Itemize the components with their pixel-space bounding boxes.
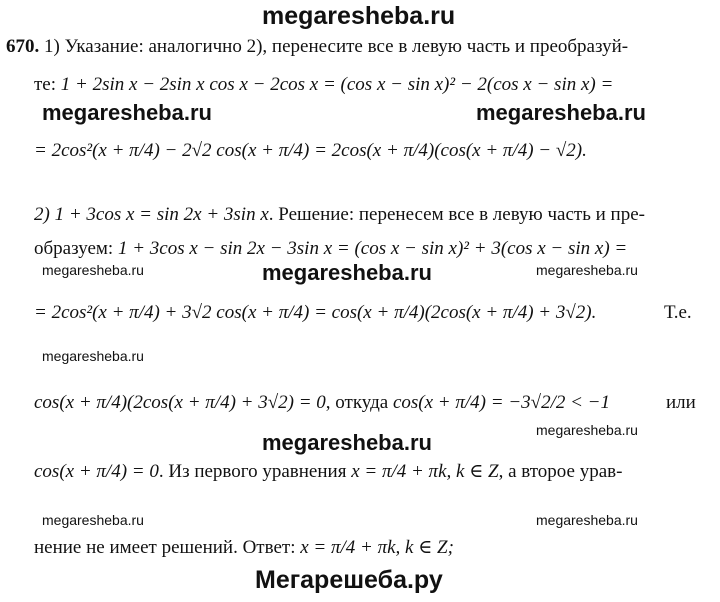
part2-line6-text: нение не имеет решений. Ответ: — [34, 537, 296, 558]
part2-line5-math: cos(x + π/4) = 0 — [34, 461, 159, 482]
part2-line4-text: , откуда — [325, 392, 389, 413]
inline-watermark-7: megaresheba.ru — [262, 430, 432, 455]
part2-line3-math: = 2cos²(x + π/4) + 3√2 cos(x + π/4) = cos(x + π/4)(2cos(x + π/4) + 3√2). — [34, 302, 597, 323]
part2-line5-text: . Из первого уравнения — [158, 461, 347, 482]
inline-watermark-10: megaresheba.ru — [536, 512, 638, 528]
part2-line-1 — [34, 204, 645, 226]
part2-line6-math: x = π/4 + πk, k ∈ Z; — [300, 537, 454, 558]
problem-line-1 — [6, 36, 628, 58]
part2-line-3 — [34, 302, 596, 324]
part2-line4-tail: или — [666, 392, 696, 413]
inline-watermark-9: megaresheba.ru — [42, 512, 144, 528]
header-watermark: megaresheba.ru — [262, 2, 456, 30]
part2-line1-math: 2) 1 + 3cos x = sin 2x + 3sin x — [34, 204, 269, 225]
footer-watermark: Мегарешеба.ру — [255, 566, 443, 594]
inline-watermark-5: megaresheba.ru — [536, 262, 638, 278]
inline-watermark-3: megaresheba.ru — [42, 262, 144, 278]
part2-line5-tail: , а второе урав- — [498, 461, 623, 482]
inline-watermark-2: megaresheba.ru — [476, 100, 646, 125]
part2-line4-math2: cos(x + π/4) = −3√2/2 < −1 — [392, 392, 610, 413]
part2-line1-text: . Решение: перенесем все в левую часть и пре- — [268, 204, 645, 225]
inline-watermark-4: megaresheba.ru — [262, 260, 432, 285]
inline-watermark-8: megaresheba.ru — [536, 422, 638, 438]
part1-line2-prefix: те: — [34, 74, 57, 95]
part2-line3-tail: Т.е. — [664, 302, 692, 323]
part2-line5-math2: x = π/4 + πk, k ∈ Z — [351, 461, 499, 482]
part2-line-5 — [34, 460, 622, 483]
part2-line-4 — [34, 392, 610, 414]
problem-number: 670. — [6, 36, 40, 57]
part2-line2-math: 1 + 3cos x − sin 2x − 3sin x = (cos x − sin x)² + 3(cos x − sin x) = — [117, 238, 628, 259]
part2-line4-math: cos(x + π/4)(2cos(x + π/4) + 3√2) = 0 — [34, 392, 326, 413]
part1-line1: 1) Указание: аналогично 2), перенесите все в левую часть и преобразуй- — [44, 36, 629, 57]
part1-line3-math: = 2cos²(x + π/4) − 2√2 cos(x + π/4) = 2cos(x + π/4)(cos(x + π/4) − √2). — [34, 140, 587, 161]
part2-line-6 — [34, 536, 454, 559]
part2-line2-text: образуем: — [34, 238, 114, 259]
problem-line-2 — [34, 74, 613, 96]
part2-line-2 — [34, 238, 627, 260]
inline-watermark-6: megaresheba.ru — [42, 348, 144, 364]
part1-line2-math: 1 + 2sin x − 2sin x cos x − 2cos x = (cos x − sin x)² − 2(cos x − sin x) = — [60, 74, 614, 95]
inline-watermark-1: megaresheba.ru — [42, 100, 212, 125]
